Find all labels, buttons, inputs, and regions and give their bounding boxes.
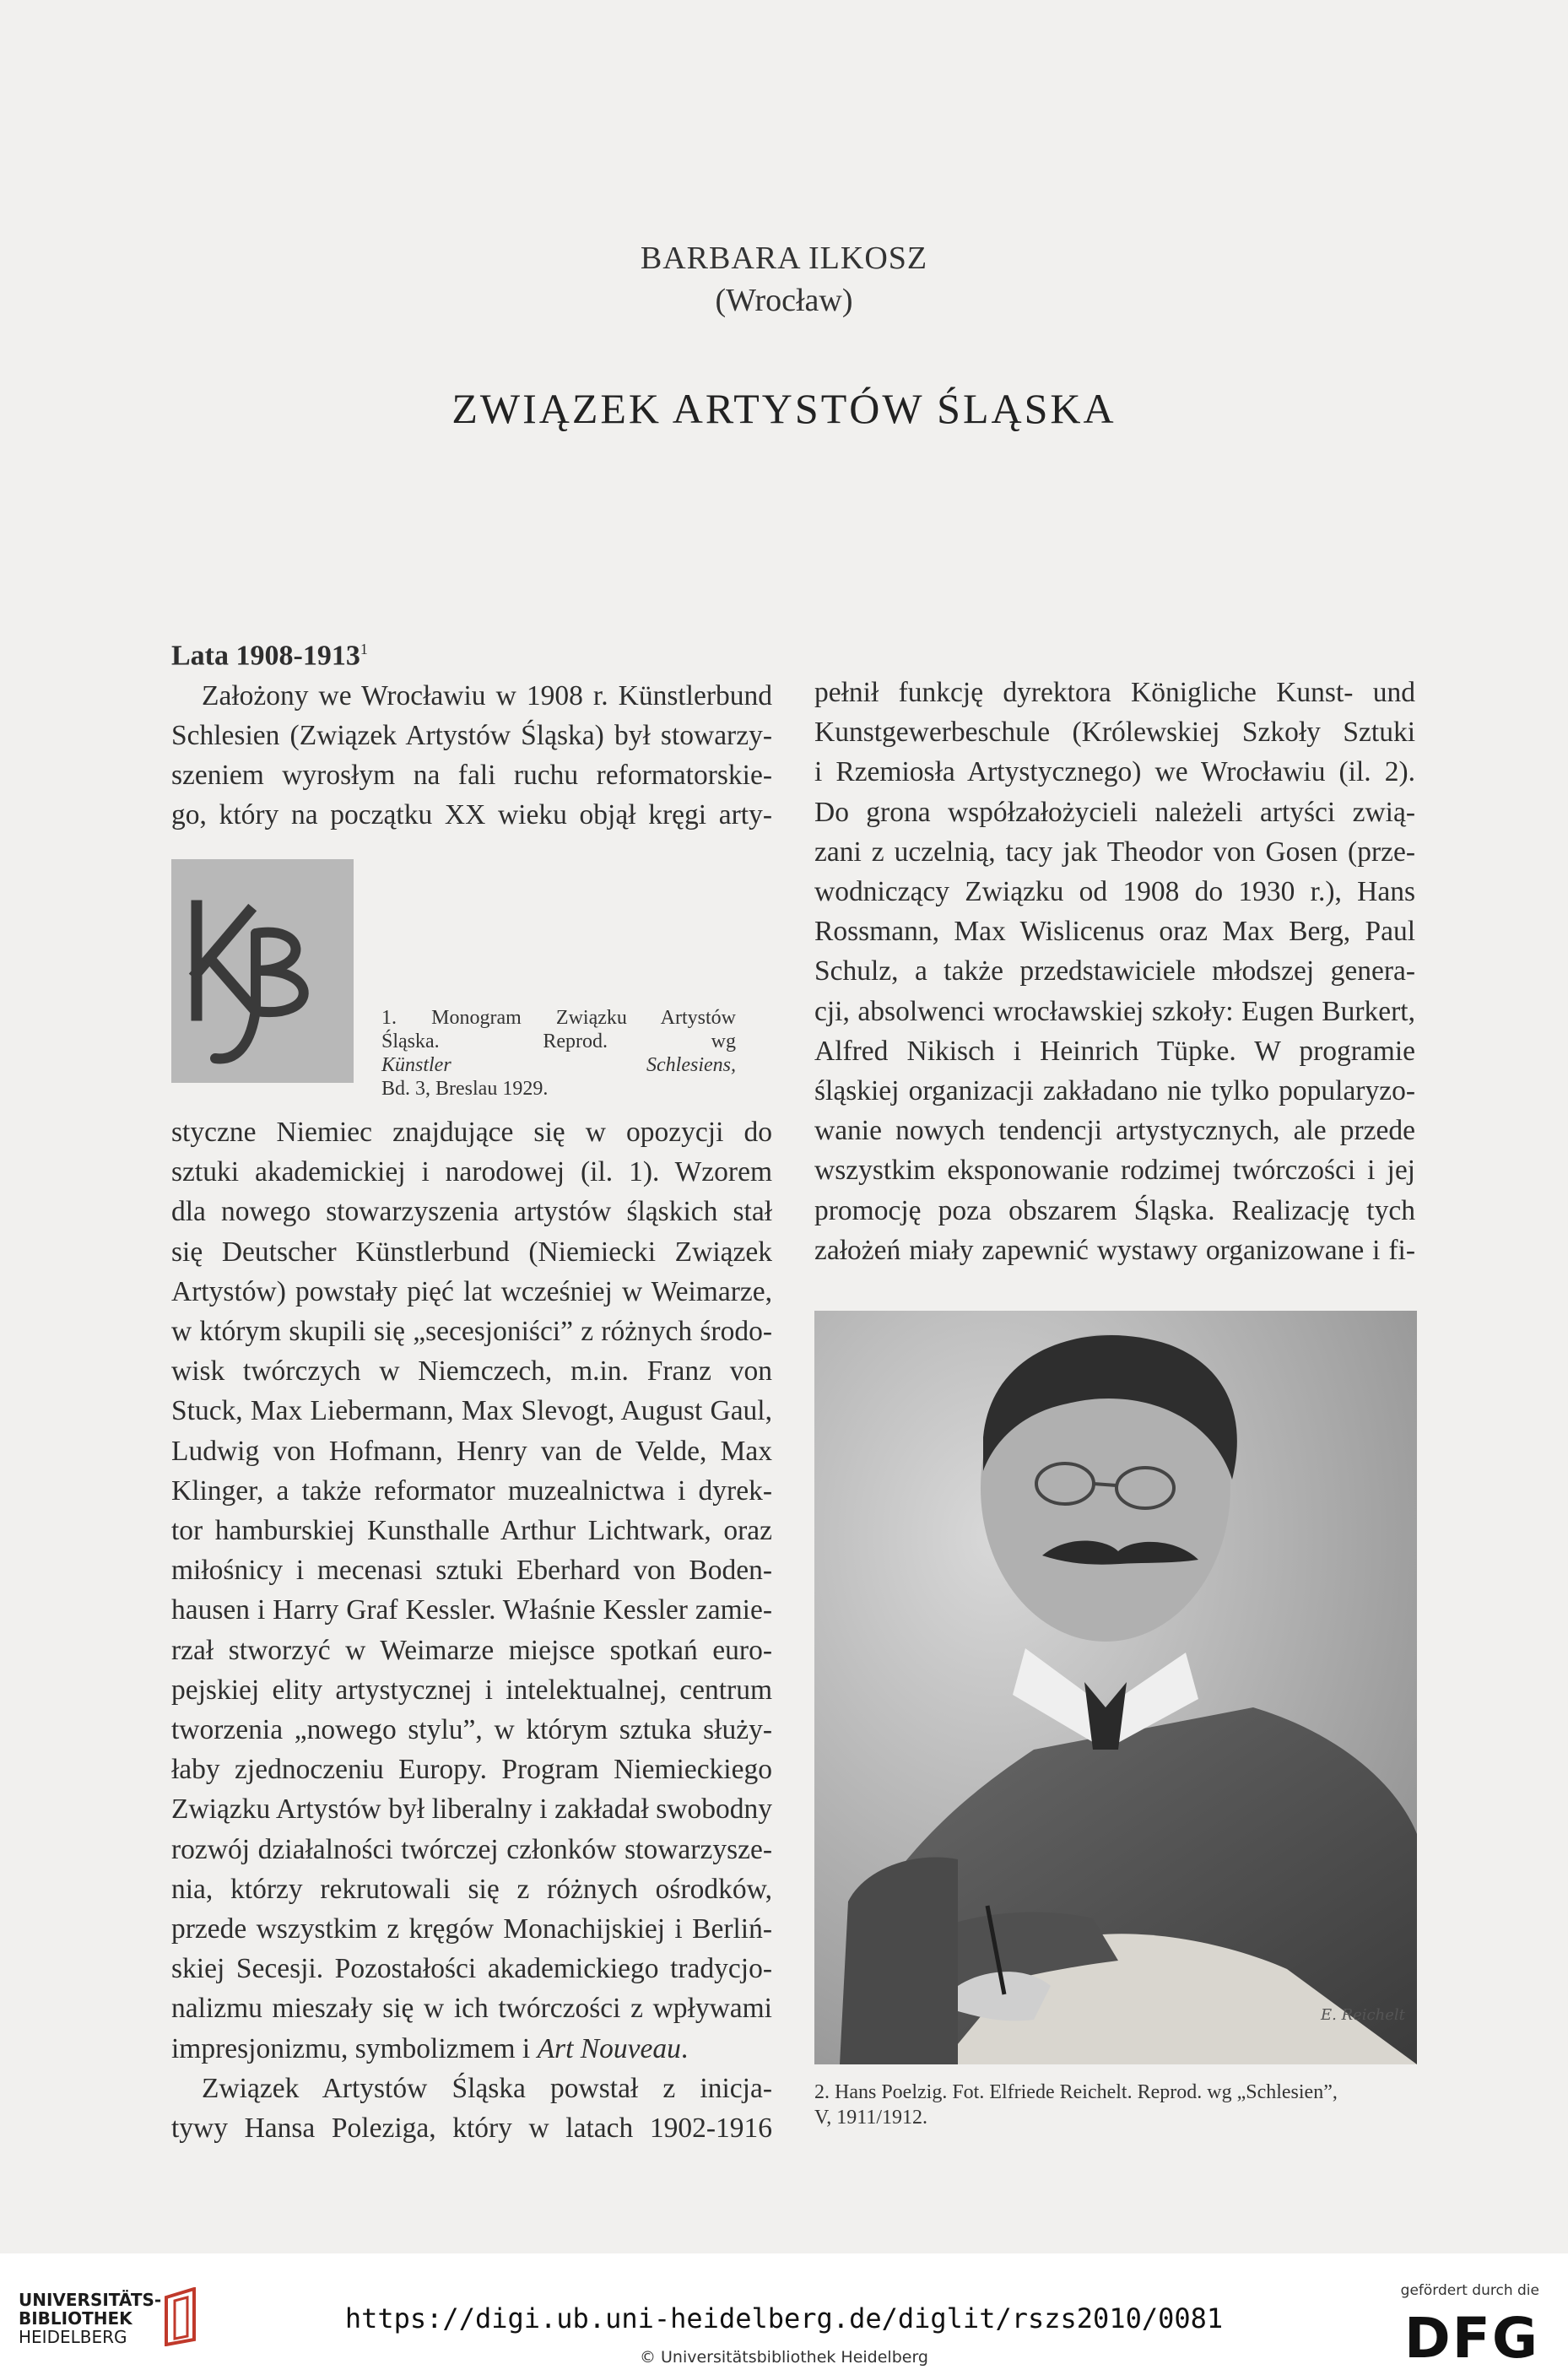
- caption-line: Bd. 3, Breslau 1929.: [381, 1078, 549, 1100]
- text-line: wszystkim eksponowanie rodzimej twórczości i jej: [814, 1155, 1415, 1187]
- text-line: śląskiej organizacji zakładano nie tylko popularyzo-: [814, 1075, 1415, 1107]
- permalink-url[interactable]: https://digi.ub.uni-heidelberg.de/diglit/rszs2010/0081: [344, 2302, 1224, 2334]
- text-line: miłośnicy i mecenasi sztuki Eberhard von Boden-: [171, 1555, 772, 1587]
- figure-1-caption: [381, 1006, 736, 1101]
- text-line: skiej Secesji. Pozostałości akademickiego tradycjo-: [171, 1953, 772, 1985]
- monogram-figure: [171, 859, 354, 1083]
- text-line: pejskiej elity artystycznej i intelektualnej, centrum: [171, 1674, 772, 1706]
- text-line: w którym skupili się „secesjoniści” z różnych środo-: [171, 1316, 772, 1348]
- punctuation: .: [680, 2032, 689, 2064]
- text-line: Związek Artystów Śląska powstał z inicja-: [202, 2072, 772, 2104]
- text-line: hausen i Harry Graf Kessler. Właśnie Kessler zamie-: [171, 1594, 772, 1626]
- text-line: Założony we Wrocławiu w 1908 r. Künstlerbund: [202, 679, 772, 711]
- section-heading-text: Lata 1908-1913: [171, 640, 360, 672]
- text-line: zani z uczelnią, tacy jak Theodor von Gosen (prze-: [814, 836, 1415, 868]
- portrait-photo: [814, 1311, 1417, 2064]
- text-line: tworzenia „nowego stylu”, w którym sztuka służy-: [171, 1714, 772, 1746]
- text-line: się Deutscher Künstlerbund (Niemiecki Związek: [171, 1236, 772, 1268]
- text-line: promocję poza obszarem Śląska. Realizację tych: [814, 1194, 1415, 1226]
- svg-text:E. Reichelt: E. Reichelt: [1321, 2006, 1405, 2024]
- text-line: sztuki akademickiej i narodowej (il. 1). Wzorem: [171, 1156, 772, 1188]
- caption-line: 2. Hans Poelzig. Fot. Elfriede Reichelt. Reprod. wg „Schlesien”,: [814, 2081, 1338, 2103]
- caption-italic: Künstler Schlesiens,: [381, 1054, 736, 1076]
- paragraph: [171, 2069, 772, 2148]
- left-column-top: [171, 630, 772, 835]
- text-line: wodniczący Związku od 1908 do 1930 r.), Hans: [814, 876, 1415, 908]
- text-line: Do grona współzałożycieli należeli artyści zwią-: [814, 796, 1415, 828]
- copyright-notice: © Universitätsbibliothek Heidelberg: [639, 2348, 928, 2367]
- italic-term: Art Nouveau: [537, 2032, 681, 2064]
- text-line: przede wszystkim z kręgów Monachijskiej i Berliń-: [171, 1913, 772, 1945]
- text-line: założeń miały zapewnić wystawy organizowane i fi-: [814, 1234, 1415, 1266]
- text-line: Artystów) powstały pięć lat wcześniej w Weimarze,: [171, 1275, 772, 1307]
- logo-line: UNIVERSITÄTS-: [19, 2290, 162, 2310]
- caption-line: [381, 1030, 736, 1077]
- paragraph: [171, 676, 772, 836]
- text-line: wisk twórczych w Niemczech, m.in. Franz von: [171, 1355, 772, 1388]
- text-line: dla nowego stowarzyszenia artystów śląskich stał: [171, 1196, 772, 1228]
- right-column: [814, 673, 1415, 1270]
- text-line: nalizmu mieszały się w ich twórczości z wpływami: [171, 1993, 772, 2025]
- viewer-footer: [0, 2253, 1568, 2375]
- text-line: Związku Artystów był liberalny i zakładał swobodny: [171, 1793, 772, 1826]
- text-line: tor hamburskiej Kunsthalle Arthur Lichtwark, oraz: [171, 1515, 772, 1547]
- text-line: szeniem wyrosłym na fali ruchu reformatorskie-: [171, 759, 772, 791]
- text-line: pełnił funkcję dyrektora Königliche Kunst- und: [814, 677, 1415, 708]
- text-line: tywy Hansa Poleziga, który w latach 1902-1916: [171, 2113, 772, 2145]
- text-line: Stuck, Max Liebermann, Max Slevogt, August Gaul,: [171, 1395, 772, 1427]
- paragraph: [814, 673, 1415, 1270]
- footnote-marker: 1: [360, 641, 368, 657]
- text-line: styczne Niemiec znajdujące się w opozycji do: [171, 1117, 772, 1148]
- dfg-logo[interactable]: DFG: [1403, 2306, 1539, 2371]
- caption-line: 1. Monogram Związku Artystów: [381, 1007, 736, 1029]
- text-line: Alfred Nikisch i Heinrich Tüpke. W programie: [814, 1035, 1415, 1067]
- text-line: Rossmann, Max Wislicenus oraz Max Berg, Paul: [814, 916, 1415, 948]
- text-line: łaby zjednoczeniu Europy. Program Niemieckiego: [171, 1754, 772, 1786]
- text-line: impresjonizmu, symbolizmem i Art Nouveau.: [171, 2032, 689, 2064]
- logo-line: BIBLIOTHEK: [19, 2308, 132, 2329]
- text-line: Klinger, a także reformator muzealnictwa i dyrek-: [171, 1474, 772, 1507]
- caption-text: Śląska. Reprod. wg: [381, 1031, 736, 1052]
- figure-2-caption: [814, 2080, 1417, 2130]
- author-affiliation: (Wrocław): [715, 283, 853, 318]
- text-line: wanie nowych tendencji artystycznych, ale przede: [814, 1115, 1415, 1147]
- text-line: Ludwig von Hofmann, Henry van de Velde, Max: [171, 1435, 772, 1467]
- article-title: ZWIĄZEK ARTYSTÓW ŚLĄSKA: [451, 385, 1117, 432]
- text-line: i Rzemiosła Artystycznego) we Wrocławiu (il. 2).: [814, 756, 1415, 788]
- text-line: rzał stworzyć w Weimarze miejsce spotkań euro-: [171, 1634, 772, 1666]
- text-line: Kunstgewerbeschule (Królewskiej Szkoły Sztuki: [814, 717, 1415, 749]
- left-column-bottom: [171, 1112, 772, 2148]
- text-line: cji, absolwenci wrocławskiej szkoły: Eugen Burkert,: [814, 995, 1415, 1027]
- paragraph: [171, 1112, 772, 2069]
- dfg-note: gefördert durch die: [1400, 2282, 1539, 2299]
- text-line: Schlesien (Związek Artystów Śląska) był stowarzy-: [171, 719, 772, 751]
- text-line: rozwój działalności twórczej członków stowarzysze-: [171, 1833, 772, 1865]
- section-heading: [171, 630, 772, 676]
- text-line: nia, którzy rekrutowali się z różnych ośrodków,: [171, 1873, 772, 1905]
- logo-line: HEIDELBERG: [19, 2327, 127, 2347]
- text-line: go, który na początku XX wieku objął kręgi arty-: [171, 799, 772, 831]
- caption-line: V, 1911/1912.: [814, 2107, 928, 2129]
- portrait-image: [814, 1311, 1417, 2064]
- kb-monogram-icon: [171, 859, 354, 1083]
- author-name: BARBARA ILKOSZ: [640, 241, 928, 276]
- text-line: Schulz, a także przedstawiciele młodszej genera-: [814, 955, 1415, 987]
